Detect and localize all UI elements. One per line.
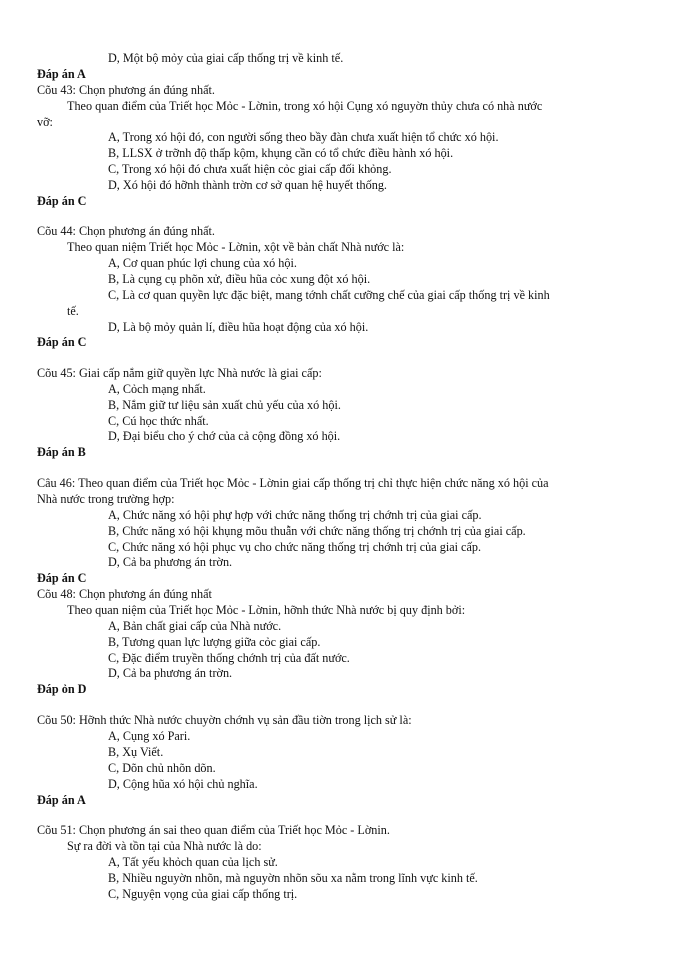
q43-answer: Đáp án C <box>37 194 87 208</box>
q48-option-b: B, Tương quan lực lượng giữa cỏc giai cấp. <box>108 635 321 649</box>
q51-title: Cõu 51: Chọn phương án sai theo quan điểm của Triết học Mỏc - Lờnin. <box>37 823 390 837</box>
q45-title: Cõu 45: Giai cấp nắm giữ quyền lực Nhà nước là giai cấp: <box>37 366 322 380</box>
q51-stem: Sự ra đời và tồn tại của Nhà nước là do: <box>67 839 262 853</box>
q45-option-a: A, Cỏch mạng nhất. <box>108 382 206 396</box>
q44-option-b: B, Là cụng cụ phõn xử, điều hũa cỏc xung đột xó hội. <box>108 272 371 286</box>
q46-title: Câu 46: Theo quan điểm của Triết học Mỏc - Lờnin giai cấp thống trị chỉ thực hiện chức năng xó hội của <box>37 476 549 490</box>
q50-option-a: A, Cụng xó Pari. <box>108 729 191 743</box>
q45-option-b: B, Nắm giữ tư liệu sản xuất chủ yếu của xó hội. <box>108 398 341 412</box>
q44-stem: Theo quan niệm Triết học Mỏc - Lờnin, xột về bản chất Nhà nước là: <box>67 240 405 254</box>
q51-option-b: B, Nhiều nguyờn nhõn, mà nguyờn nhõn sõu xa nằm trong lĩnh vực kinh tế. <box>108 871 478 885</box>
q44-option-c-cont: tế. <box>67 304 79 318</box>
q48-option-d: D, Cả ba phương án trờn. <box>108 666 233 680</box>
q42-option-d: D, Một bộ mỏy của giai cấp thống trị về kinh tế. <box>108 51 344 65</box>
q43-option-d: D, Xó hội đó hỡnh thành trờn cơ sở quan hệ huyết thống. <box>108 178 387 192</box>
q44-answer: Đáp án C <box>37 335 87 349</box>
q46-title-cont: Nhà nước trong trường hợp: <box>37 492 175 506</box>
q43-stem-cont: vỡ: <box>37 115 53 129</box>
q43-option-c: C, Trong xó hội đó chưa xuất hiện cỏc giai cấp đối khỏng. <box>108 162 392 176</box>
q50-option-d: D, Cộng hũa xó hội chủ nghĩa. <box>108 777 258 791</box>
q46-option-b: B, Chức năng xó hội khụng mõu thuẫn với chức năng thống trị chớnh trị của giai cấp. <box>108 524 526 538</box>
q45-option-c: C, Cú học thức nhất. <box>108 414 209 428</box>
q48-stem: Theo quan niệm của Triết học Mỏc - Lờnin, hỡnh thức Nhà nước bị quy định bởi: <box>67 603 466 617</box>
q46-option-d: D, Cả ba phương án trờn. <box>108 555 233 569</box>
q50-answer: Đáp án A <box>37 793 86 807</box>
q42-answer: Đáp án A <box>37 67 86 81</box>
q44-option-d: D, Là bộ mỏy quản lí, điều hũa hoạt động của xó hội. <box>108 320 369 334</box>
q45-option-d: D, Đại biểu cho ý chớ của cả cộng đồng xó hội. <box>108 429 341 443</box>
q44-title: Cõu 44: Chọn phương án đúng nhất. <box>37 224 215 238</box>
q50-option-c: C, Dõn chủ nhõn dõn. <box>108 761 216 775</box>
q46-answer: Đáp án C <box>37 571 87 585</box>
q46-option-c: C, Chức năng xó hội phục vụ cho chức năng thống trị chớnh trị của giai cấp. <box>108 540 482 554</box>
q43-title: Cõu 43: Chọn phương án đúng nhất. <box>37 83 215 97</box>
q51-option-a: A, Tất yếu khỏch quan của lịch sử. <box>108 855 278 869</box>
q43-option-b: B, LLSX ở trỡnh độ thấp kộm, khụng cần có tổ chức điều hành xó hội. <box>108 146 454 160</box>
q45-answer: Đáp án B <box>37 445 86 459</box>
q44-option-c: C, Là cơ quan quyền lực đặc biệt, mang tớnh chất cưỡng chế của giai cấp thống trị về kinh <box>108 288 550 302</box>
q48-option-a: A, Bản chất giai cấp của Nhà nước. <box>108 619 282 633</box>
q44-option-a: A, Cơ quan phúc lợi chung của xó hội. <box>108 256 297 270</box>
q50-title: Cõu 50: Hỡnh thức Nhà nước chuyờn chớnh vụ sản đầu tiờn trong lịch sử là: <box>37 713 412 727</box>
q50-option-b: B, Xụ Viết. <box>108 745 164 759</box>
q51-option-c: C, Nguyện vọng của giai cấp thống trị. <box>108 887 298 901</box>
q43-stem: Theo quan điểm của Triết học Mỏc - Lờnin, trong xó hội Cụng xó nguyờn thủy chưa có nhà nước <box>67 99 543 113</box>
q48-answer: Đáp ỏn D <box>37 682 87 696</box>
q48-option-c: C, Đặc điểm truyền thống chớnh trị của đất nước. <box>108 651 350 665</box>
q48-title: Cõu 48: Chọn phương án đúng nhất <box>37 587 212 601</box>
q46-option-a: A, Chức năng xó hội phự hợp với chức năng thống trị chớnh trị của giai cấp. <box>108 508 482 522</box>
q43-option-a: A, Trong xó hội đó, con người sống theo bầy đàn chưa xuất hiện tổ chức xó hội. <box>108 130 499 144</box>
